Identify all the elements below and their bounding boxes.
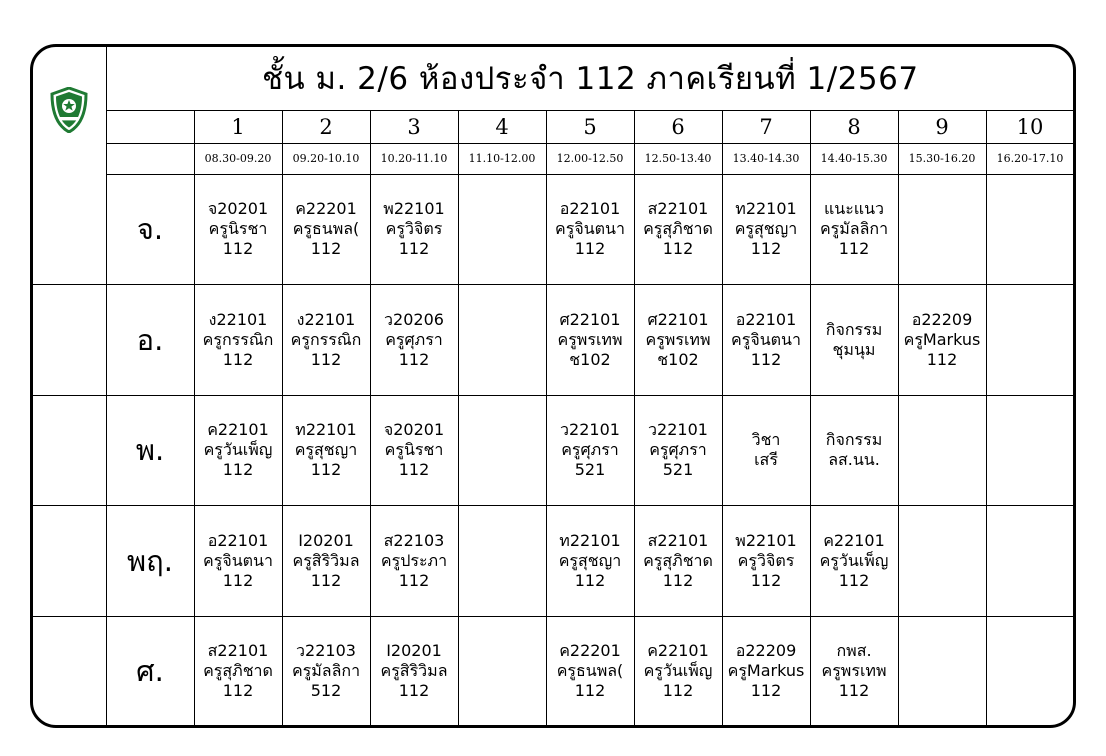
slot-code: อ22209 bbox=[735, 641, 797, 661]
slot-friday-9 bbox=[898, 616, 986, 726]
slot-friday-7 bbox=[722, 616, 810, 726]
spacer-tuesday bbox=[32, 285, 106, 395]
slot-tuesday-9 bbox=[898, 285, 986, 395]
slot-room: 112 bbox=[222, 681, 254, 701]
slot-tuesday-2 bbox=[282, 285, 370, 395]
period-number-9: 9 bbox=[898, 110, 986, 143]
slot-code: วิชา bbox=[751, 430, 781, 450]
period-number-1: 1 bbox=[194, 110, 282, 143]
slot-room: ช102 bbox=[569, 349, 611, 369]
slot-code: จ20201 bbox=[383, 420, 445, 440]
slot-room: 112 bbox=[398, 460, 430, 480]
slot-room: 112 bbox=[838, 570, 870, 590]
slot-teacher: ครูธนพล( bbox=[556, 661, 624, 681]
period-time-9: 15.30-16.20 bbox=[898, 143, 986, 174]
slot-code: ท22101 bbox=[735, 199, 797, 219]
slot-teacher: ครูวันเพ็ญ bbox=[203, 440, 273, 460]
slot-code: ว22101 bbox=[560, 420, 620, 440]
period-number-2: 2 bbox=[282, 110, 370, 143]
slot-room: 112 bbox=[574, 570, 606, 590]
slot-code: ส22101 bbox=[207, 641, 269, 661]
slot-teacher: ครูสุชญา bbox=[294, 440, 358, 460]
slot-teacher: ครูประภา bbox=[380, 550, 448, 570]
slot-thursday-8 bbox=[810, 506, 898, 616]
slot-room: 512 bbox=[310, 681, 342, 701]
slot-teacher: ครูสุภิชาด bbox=[643, 219, 713, 239]
slot-teacher: ครูธนพล( bbox=[292, 219, 360, 239]
slot-code: ศ22101 bbox=[559, 309, 621, 329]
period-time-7: 13.40-14.30 bbox=[722, 143, 810, 174]
schedule-row-tuesday bbox=[32, 285, 1074, 395]
slot-friday-3 bbox=[370, 616, 458, 726]
schedule-row-monday bbox=[32, 174, 1074, 284]
slot-wednesday-8 bbox=[810, 395, 898, 505]
period-number-8: 8 bbox=[810, 110, 898, 143]
slot-teacher: ครูพรเทพ bbox=[557, 329, 623, 349]
slot-monday-6 bbox=[634, 174, 722, 284]
slot-wednesday-7 bbox=[722, 395, 810, 505]
slot-monday-4 bbox=[458, 174, 546, 284]
slot-teacher: ลส.นน. bbox=[828, 450, 880, 470]
slot-room: 112 bbox=[222, 570, 254, 590]
slot-tuesday-3 bbox=[370, 285, 458, 395]
slot-teacher: ครูวันเพ็ญ bbox=[643, 661, 713, 681]
slot-code: อ22101 bbox=[559, 199, 621, 219]
day-label-tuesday: อ. bbox=[106, 285, 194, 395]
slot-friday-1 bbox=[194, 616, 282, 726]
slot-room: 521 bbox=[574, 460, 606, 480]
slot-code: ศ22101 bbox=[647, 309, 709, 329]
slot-friday-5 bbox=[546, 616, 634, 726]
slot-code: I20201 bbox=[386, 641, 442, 661]
schedule-table bbox=[32, 46, 1075, 726]
slot-room: 112 bbox=[750, 349, 782, 369]
period-number-row bbox=[32, 110, 1074, 143]
slot-teacher: ครูพรเทพ bbox=[821, 661, 887, 681]
slot-teacher: ครูมัลลิกา bbox=[819, 219, 889, 239]
day-label-thursday: พฤ. bbox=[106, 506, 194, 616]
school-crest-icon bbox=[49, 87, 89, 133]
slot-teacher: ครูสิริวิมล bbox=[292, 550, 360, 570]
schedule-row-thursday bbox=[32, 506, 1074, 616]
slot-code: ค22201 bbox=[295, 199, 357, 219]
slot-code: ง22101 bbox=[296, 309, 356, 329]
slot-teacher: ครูจินตนา bbox=[731, 329, 801, 349]
slot-monday-5 bbox=[546, 174, 634, 284]
slot-code: อ22209 bbox=[911, 309, 973, 329]
slot-tuesday-7 bbox=[722, 285, 810, 395]
corner-blank-time bbox=[106, 143, 194, 174]
slot-room: 112 bbox=[662, 570, 694, 590]
slot-room: 112 bbox=[750, 239, 782, 259]
period-number-4: 4 bbox=[458, 110, 546, 143]
slot-room: 112 bbox=[662, 239, 694, 259]
slot-monday-3 bbox=[370, 174, 458, 284]
period-number-5: 5 bbox=[546, 110, 634, 143]
slot-tuesday-8 bbox=[810, 285, 898, 395]
slot-room: 112 bbox=[838, 681, 870, 701]
slot-room: 112 bbox=[398, 570, 430, 590]
slot-room: 112 bbox=[222, 239, 254, 259]
slot-code: กิจกรรม bbox=[825, 319, 883, 339]
slot-teacher: ครูศุภรา bbox=[385, 329, 443, 349]
slot-teacher: ครูกรรณิก bbox=[202, 329, 274, 349]
day-label-friday: ศ. bbox=[106, 616, 194, 726]
day-label-wednesday: พ. bbox=[106, 395, 194, 505]
slot-thursday-10 bbox=[986, 506, 1074, 616]
slot-wednesday-1 bbox=[194, 395, 282, 505]
spacer-friday bbox=[32, 616, 106, 726]
slot-teacher: ครูสุชญา bbox=[734, 219, 798, 239]
slot-tuesday-1 bbox=[194, 285, 282, 395]
slot-code: ท22101 bbox=[559, 530, 621, 550]
period-number-3: 3 bbox=[370, 110, 458, 143]
slot-code: I20201 bbox=[298, 530, 354, 550]
period-time-8: 14.40-15.30 bbox=[810, 143, 898, 174]
slot-room: 112 bbox=[750, 681, 782, 701]
period-number-6: 6 bbox=[634, 110, 722, 143]
slot-room: ช102 bbox=[657, 349, 699, 369]
period-time-4: 11.10-12.00 bbox=[458, 143, 546, 174]
slot-monday-8 bbox=[810, 174, 898, 284]
slot-thursday-7 bbox=[722, 506, 810, 616]
spacer-thursday bbox=[32, 506, 106, 616]
slot-code: อ22101 bbox=[735, 309, 797, 329]
slot-tuesday-5 bbox=[546, 285, 634, 395]
slot-teacher: ครูศุภรา bbox=[561, 440, 619, 460]
period-time-2: 09.20-10.10 bbox=[282, 143, 370, 174]
slot-teacher: ครูกรรณิก bbox=[290, 329, 362, 349]
slot-code: ส22101 bbox=[647, 199, 709, 219]
slot-teacher: ครูสุภิชาด bbox=[643, 550, 713, 570]
slot-room: 112 bbox=[310, 349, 342, 369]
slot-teacher: ครูวันเพ็ญ bbox=[819, 550, 889, 570]
slot-room: 521 bbox=[662, 460, 694, 480]
schedule-row-wednesday bbox=[32, 395, 1074, 505]
period-time-1: 08.30-09.20 bbox=[194, 143, 282, 174]
slot-tuesday-4 bbox=[458, 285, 546, 395]
slot-teacher: เสรี bbox=[754, 450, 778, 470]
slot-monday-2 bbox=[282, 174, 370, 284]
schedule-row-friday bbox=[32, 616, 1074, 726]
slot-code: กิจกรรม bbox=[825, 430, 883, 450]
slot-teacher: ครูสุภิชาด bbox=[203, 661, 273, 681]
slot-teacher: ครูสุชญา bbox=[558, 550, 622, 570]
slot-monday-9 bbox=[898, 174, 986, 284]
slot-friday-10 bbox=[986, 616, 1074, 726]
day-label-monday: จ. bbox=[106, 174, 194, 284]
slot-teacher: ครูสิริวิมล bbox=[380, 661, 448, 681]
slot-thursday-2 bbox=[282, 506, 370, 616]
period-time-5: 12.00-12.50 bbox=[546, 143, 634, 174]
slot-teacher: ครูนิรชา bbox=[208, 219, 268, 239]
slot-code: ว22103 bbox=[296, 641, 356, 661]
school-logo-cell bbox=[32, 46, 106, 174]
slot-wednesday-3 bbox=[370, 395, 458, 505]
slot-room: 112 bbox=[926, 349, 958, 369]
slot-room: 112 bbox=[222, 460, 254, 480]
slot-code: ส22101 bbox=[647, 530, 709, 550]
slot-room: 112 bbox=[750, 570, 782, 590]
slot-thursday-1 bbox=[194, 506, 282, 616]
slot-teacher: ครูศุภรา bbox=[649, 440, 707, 460]
slot-thursday-4 bbox=[458, 506, 546, 616]
slot-tuesday-10 bbox=[986, 285, 1074, 395]
slot-teacher: ครูจินตนา bbox=[555, 219, 625, 239]
slot-room: 112 bbox=[398, 681, 430, 701]
page-title: ชั้น ม. 2/6 ห้องประจำ 112 ภาคเรียนที่ 1/2567 bbox=[106, 46, 1074, 110]
slot-code: อ22101 bbox=[207, 530, 269, 550]
slot-teacher: ครูMarkus bbox=[903, 329, 981, 349]
slot-wednesday-4 bbox=[458, 395, 546, 505]
slot-room: 112 bbox=[398, 239, 430, 259]
slot-monday-7 bbox=[722, 174, 810, 284]
slot-code: ค22101 bbox=[823, 530, 885, 550]
slot-room: 112 bbox=[310, 570, 342, 590]
slot-thursday-9 bbox=[898, 506, 986, 616]
slot-wednesday-9 bbox=[898, 395, 986, 505]
slot-room: 112 bbox=[310, 239, 342, 259]
slot-wednesday-5 bbox=[546, 395, 634, 505]
slot-code: ส22103 bbox=[383, 530, 445, 550]
slot-code: ง22101 bbox=[208, 309, 268, 329]
slot-thursday-3 bbox=[370, 506, 458, 616]
title-row bbox=[32, 46, 1074, 110]
slot-code: พ22101 bbox=[735, 530, 797, 550]
slot-code: ว22101 bbox=[648, 420, 708, 440]
slot-code: พ22101 bbox=[383, 199, 445, 219]
spacer-monday bbox=[32, 174, 106, 284]
slot-teacher: ครูวิจิตร bbox=[385, 219, 443, 239]
slot-code: ว20206 bbox=[384, 309, 444, 329]
slot-code: กพส. bbox=[836, 641, 872, 661]
spacer-wednesday bbox=[32, 395, 106, 505]
slot-wednesday-6 bbox=[634, 395, 722, 505]
slot-code: ค22101 bbox=[647, 641, 709, 661]
slot-monday-1 bbox=[194, 174, 282, 284]
slot-room: 112 bbox=[310, 460, 342, 480]
slot-teacher: ครูนิรชา bbox=[384, 440, 444, 460]
slot-code: ค22201 bbox=[559, 641, 621, 661]
slot-room: 112 bbox=[574, 239, 606, 259]
slot-wednesday-2 bbox=[282, 395, 370, 505]
slot-teacher: ครูจินตนา bbox=[203, 550, 273, 570]
slot-room: 112 bbox=[662, 681, 694, 701]
slot-wednesday-10 bbox=[986, 395, 1074, 505]
slot-tuesday-6 bbox=[634, 285, 722, 395]
corner-blank-top bbox=[106, 110, 194, 143]
slot-teacher: ชุมนุม bbox=[832, 339, 876, 359]
period-time-row bbox=[32, 143, 1074, 174]
slot-teacher: ครูพรเทพ bbox=[645, 329, 711, 349]
slot-friday-4 bbox=[458, 616, 546, 726]
slot-teacher: ครูมัลลิกา bbox=[291, 661, 361, 681]
period-time-3: 10.20-11.10 bbox=[370, 143, 458, 174]
slot-teacher: ครูวิจิตร bbox=[737, 550, 795, 570]
slot-code: แนะแนว bbox=[823, 199, 885, 219]
slot-room: 112 bbox=[838, 239, 870, 259]
slot-room: 112 bbox=[398, 349, 430, 369]
period-number-7: 7 bbox=[722, 110, 810, 143]
slot-teacher: ครูMarkus bbox=[727, 661, 805, 681]
slot-friday-8 bbox=[810, 616, 898, 726]
slot-code: ค22101 bbox=[207, 420, 269, 440]
slot-thursday-6 bbox=[634, 506, 722, 616]
slot-code: ท22101 bbox=[295, 420, 357, 440]
period-time-10: 16.20-17.10 bbox=[986, 143, 1074, 174]
slot-code: จ20201 bbox=[207, 199, 269, 219]
slot-friday-6 bbox=[634, 616, 722, 726]
slot-friday-2 bbox=[282, 616, 370, 726]
slot-monday-10 bbox=[986, 174, 1074, 284]
period-time-6: 12.50-13.40 bbox=[634, 143, 722, 174]
slot-room: 112 bbox=[222, 349, 254, 369]
period-number-10: 10 bbox=[986, 110, 1074, 143]
slot-room: 112 bbox=[574, 681, 606, 701]
slot-thursday-5 bbox=[546, 506, 634, 616]
